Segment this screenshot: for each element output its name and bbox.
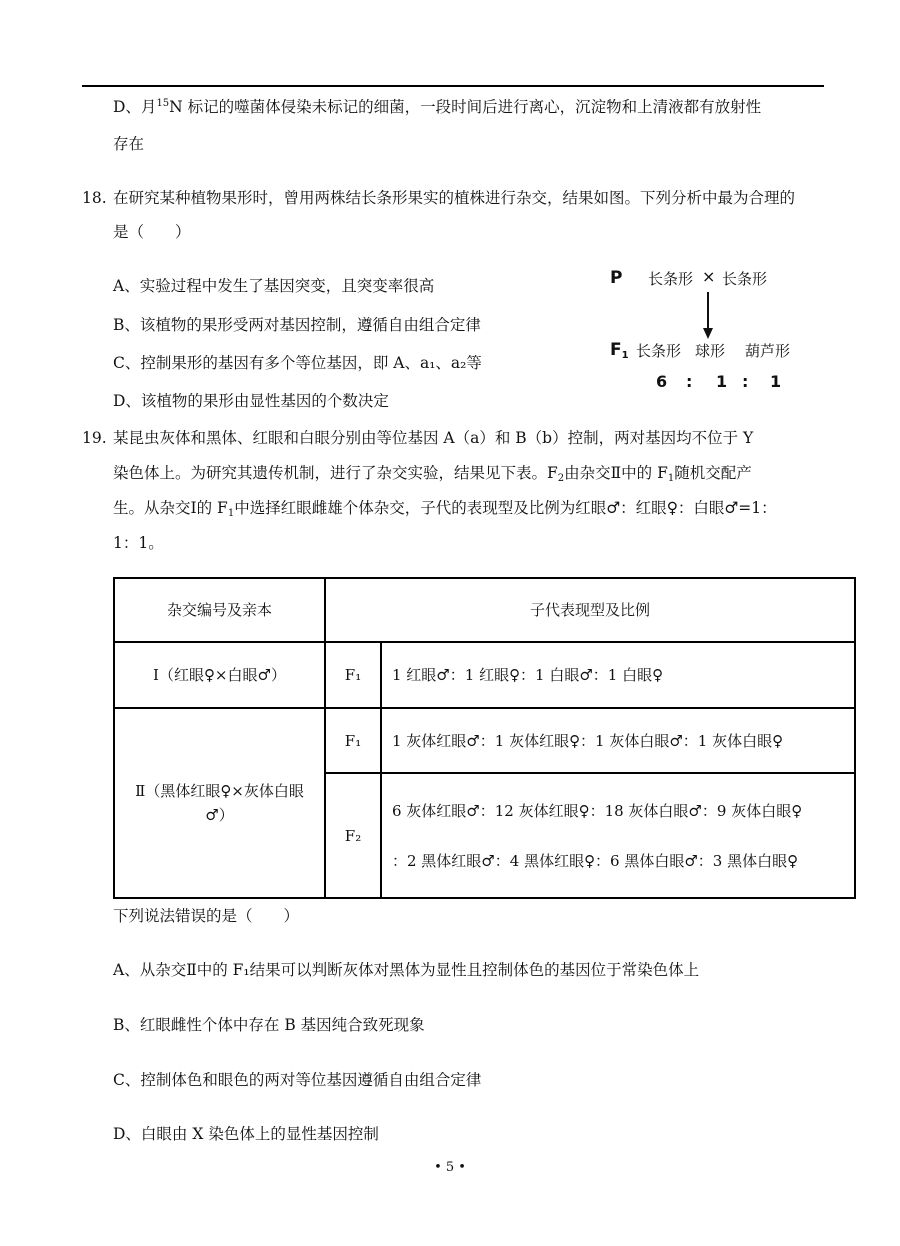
q19-stem-line3: 生。从杂交Ⅰ的 $F_1$中选择红眼雌雄个体杂交，子代的表现型及比例为红眼♂：红眼♀：白眼♂=1： [113, 499, 777, 519]
q18-stem-line2: 是（ ） [113, 223, 191, 241]
q18-option-d: D、该植物的果形由显性基因的个数决定 [113, 392, 389, 410]
q19-option-c: C、控制体色和眼色的两对等位基因遵循自由组合定律 [113, 1071, 482, 1089]
q19-option-d: D、白眼由 X 染色体上的显性基因控制 [113, 1125, 379, 1143]
ratio-1a: 1 [716, 372, 728, 391]
q19-stem-line4: 1：1。 [113, 534, 164, 552]
table-row [114, 708, 855, 773]
cross2-f1-result: 1 灰体红眼♂：1 灰体红眼♀：1 灰体白眼♂：1 灰体白眼♀ [381, 708, 855, 773]
parent2-phenotype: 长条形 [722, 270, 768, 288]
q19-number: 19. [82, 429, 107, 447]
cross1-label: Ⅰ（红眼♀×白眼♂） [114, 642, 325, 708]
q17-option-d [113, 97, 761, 117]
f1-generation-label: $F_1$ [610, 340, 629, 361]
top-rule [82, 85, 824, 87]
q19-option-b: B、红眼雌性个体中存在 B 基因纯合致死现象 [113, 1016, 425, 1034]
cross2-f1-generation: F₁ [325, 708, 381, 773]
header-cross-parents: 杂交编号及亲本 [114, 578, 325, 642]
parent1-phenotype: 长条形 [648, 270, 694, 288]
q19-question: 下列说法错误的是（ ） [113, 907, 300, 925]
isotope-superscript: 15 [156, 98, 170, 109]
q18-option-b: B、该植物的果形受两对基因控制，遵循自由组合定律 [113, 316, 481, 334]
q17-option-d-text: N 标记的噬菌体侵染未标记的细菌，一段时间后进行离心，沉淀物和上清液都有放射性 [169, 98, 762, 116]
ratio-6: 6 [656, 372, 668, 391]
cross2-label: Ⅱ（黑体红眼♀×灰体白眼♂） [114, 708, 325, 898]
header-offspring: 子代表现型及比例 [325, 578, 855, 642]
p-generation-label: P [610, 268, 623, 288]
q17-option-d-prefix: D、月 [113, 98, 157, 116]
arrow-down-icon [702, 292, 714, 340]
cross-diagram [600, 262, 830, 397]
table-row [114, 642, 855, 708]
ratio-colon-2: : [742, 372, 749, 391]
page-number: • 5 • [434, 1160, 466, 1175]
q19-stem-line2: 染色体上。为研究其遗传机制，进行了杂交实验，结果见下表。$F_2$由杂交Ⅱ中的 $F_1$随机交配产 [113, 464, 752, 484]
q18-option-a: A、实验过程中发生了基因突变，且突变率很高 [113, 277, 435, 295]
cross1-generation: F₁ [325, 642, 381, 708]
cross-results-table [113, 577, 856, 899]
f2-result-line2: ：2 黑体红眼♂：4 黑体红眼♀：6 黑体白眼♂：3 黑体白眼♀ [392, 851, 799, 870]
ratio-1b: 1 [770, 372, 782, 391]
cross-symbol: × [702, 267, 716, 286]
table-header-row [114, 578, 855, 642]
q19-stem-line1: 某昆虫灰体和黑体、红眼和白眼分别由等位基因 A（a）和 B（b）控制，两对基因均不位于 Y [113, 429, 754, 447]
q19-option-a: A、从杂交Ⅱ中的 F₁结果可以判断灰体对黑体为显性且控制体色的基因位于常染色体上 [113, 961, 700, 979]
offspring-gourd: 葫芦形 [745, 342, 791, 360]
cross1-result: 1 红眼♂：1 红眼♀：1 白眼♂：1 白眼♀ [381, 642, 855, 708]
f2-result-line1: 6 灰体红眼♂：12 灰体红眼♀：18 灰体白眼♂：9 灰体白眼♀ [392, 801, 803, 820]
q18-stem-line1: 在研究某种植物果形时，曾用两株结长条形果实的植株进行杂交，结果如图。下列分析中最为合理的 [113, 189, 796, 207]
q17-option-d-line2: 存在 [113, 135, 145, 153]
offspring-long: 长条形 [636, 342, 682, 360]
q18-option-c: C、控制果形的基因有多个等位基因，即 A、a₁、a₂等 [113, 354, 482, 372]
q18-number: 18. [82, 189, 107, 207]
cross2-f2-result [381, 773, 855, 898]
cross2-f2-generation: F₂ [325, 773, 381, 898]
offspring-sphere: 球形 [695, 342, 726, 360]
ratio-colon-1: : [686, 372, 693, 391]
